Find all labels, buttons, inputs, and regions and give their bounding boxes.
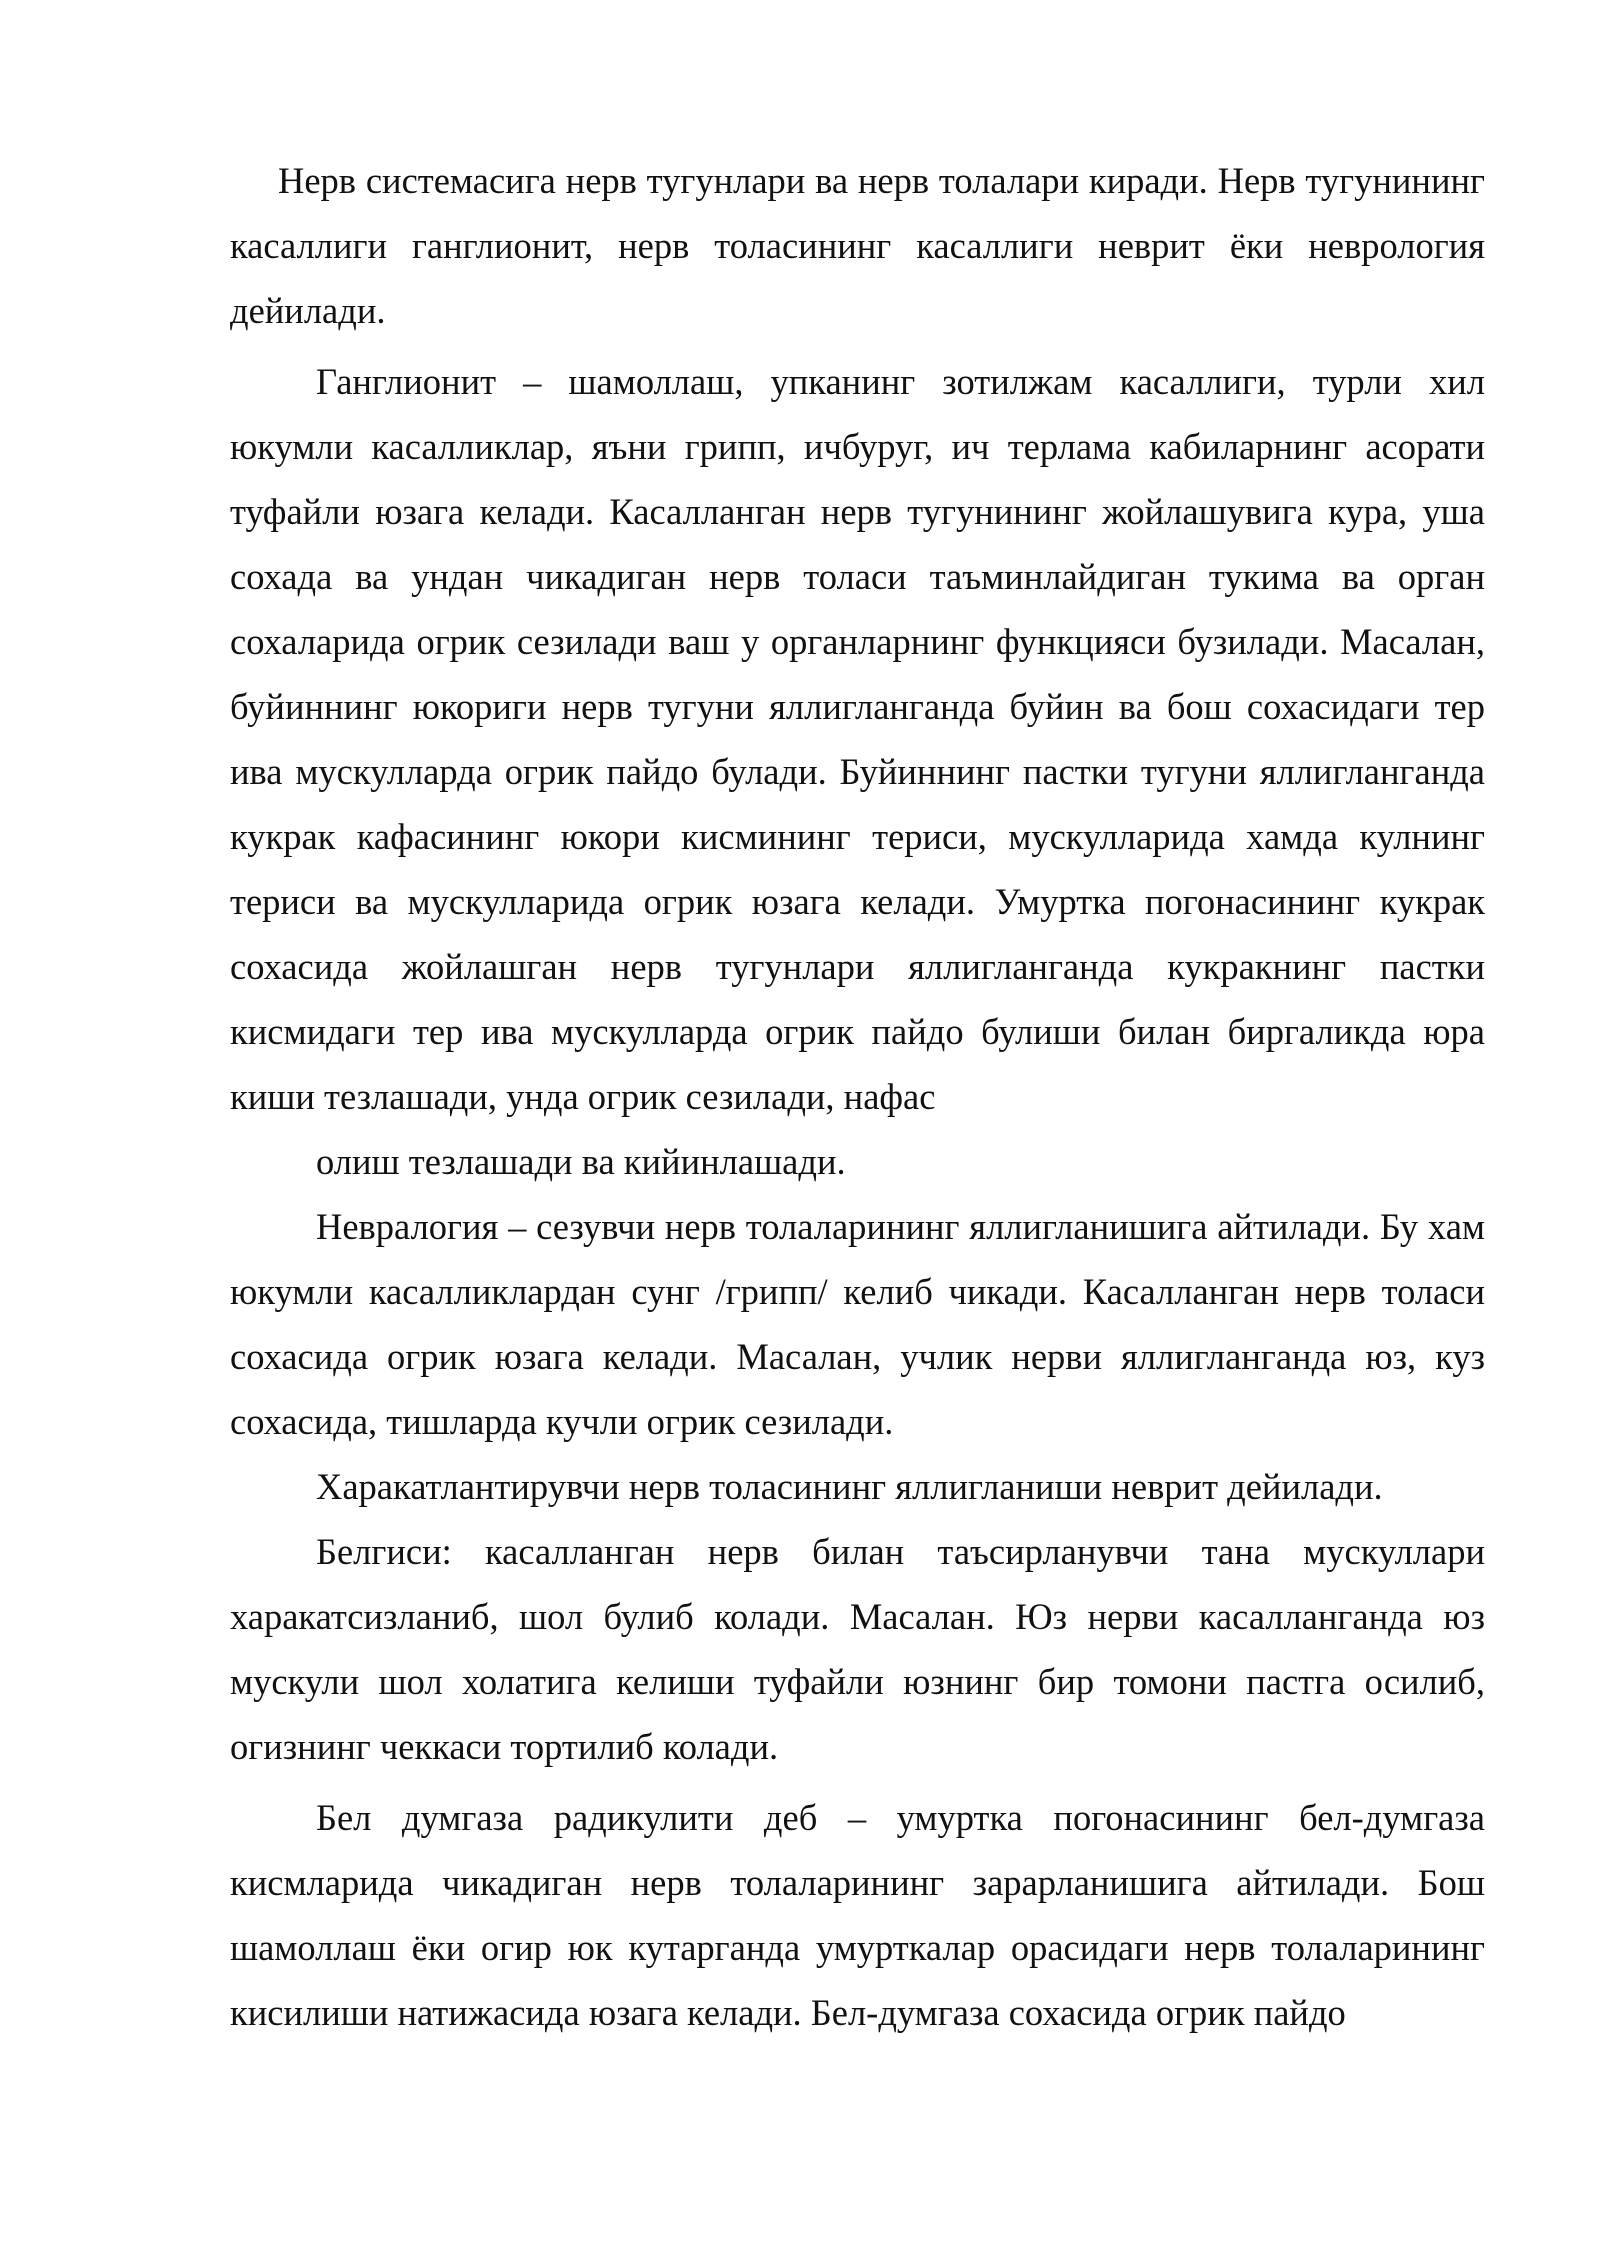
paragraph-ganglionitis-continuation: олиш тезлашади ва кийинлашади. (316, 1141, 846, 1182)
paragraph-neuralgia: Невралогия – сезувчи нерв толаларининг яллигланишига айтилади. Бу хам юкумли касалликлардан сунг /грипп/ келиб чикади. Касалланган нерв толаси сохасида огрик юзага келади. Масалан, учлик нерви яллигланганда юз, куз сохасида, тишларда кучли огрик сезилади. (230, 1206, 1485, 1442)
paragraph-radiculitis: Бел думгаза радикулити деб – умуртка погонасининг бел-думгаза кисмларида чикадиган нерв толаларининг зарарланишига айтилади. Бош шамоллаш ёки огир юк кутарганда умурткалар орасидаги нерв толаларининг кисилиши натижасида юзага келади. Бел-думгаза сохасида огрик пайдо (230, 1797, 1485, 2033)
document-body (230, 148, 1485, 2045)
paragraph-symptoms: Белгиси: касалланган нерв билан таъсирланувчи тана мускуллари харакатсизланиб, шол булиб колади. Масалан. Юз нерви касалланганда юз мускули шол холатига келиши туфайли юзнинг бир томони пастга осилиб, огизнинг чеккаси тортилиб колади. (230, 1531, 1485, 1767)
paragraph-nervous-system-intro: Нерв системасига нерв тугунлари ва нерв толалари киради. Нерв тугунининг касаллиги ганглионит, нерв толасининг касаллиги неврит ёки неврология дейилади. (230, 160, 1485, 331)
paragraph-neuritis-definition: Харакатлантирувчи нерв толасининг яллигланиши неврит дейилади. (316, 1466, 1383, 1507)
paragraph-ganglionitis: Ганглионит – шамоллаш, упканинг зотилжам касаллиги, турли хил юкумли касалликлар, яъни грипп, ичбуруг, ич терлама кабиларнинг асорати туфайли юзага келади. Касалланган нерв тугунининг жойлашувига кура, уша сохада ва ундан чикадиган нерв толаси таъминлайдиган тукима ва орган сохаларида огрик сезилади ваш у органларнинг функцияси бузилади. Масалан, буйиннинг юкориги нерв тугуни яллигланганда буйин ва бош сохасидаги тер ива мускулларда огрик пайдо булади. Буйиннинг пастки тугуни яллигланганда кукрак кафасининг юкори кисмининг териси, мускулларида хамда кулнинг териси ва мускулларида огрик юзага келади. Умуртка погонасининг кукрак сохасида жойлашган нерв тугунлари яллигланганда кукракнинг пастки кисмидаги тер ива мускулларда огрик пайдо булиши билан биргаликда юра киши тезлашади, унда огрик сезилади, нафас (230, 361, 1485, 1117)
